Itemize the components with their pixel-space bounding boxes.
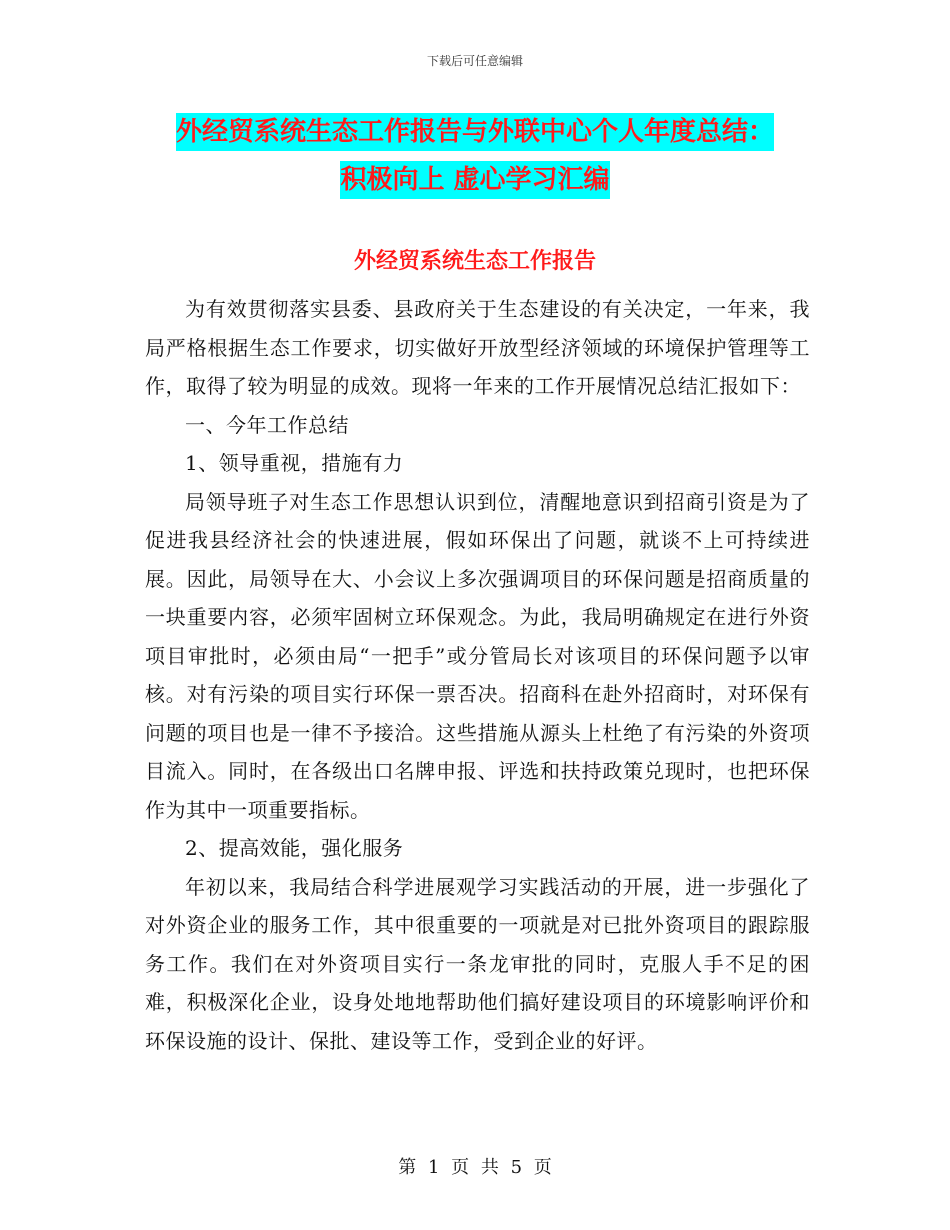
title-line-1: 外经贸系统生态工作报告与外联中心个人年度总结： bbox=[176, 113, 774, 151]
paragraph-intro: 为有效贯彻落实县委、县政府关于生态建设的有关决定，一年来，我局严格根据生态工作要求，切实做好开放型经济领域的环境保护管理等工作，取得了较为明显的成效。现将一年来的工作开展情况总结汇报如下： bbox=[145, 297, 810, 398]
paragraph-point-1: 局领导班子对生态工作思想认识到位，清醒地意识到招商引资是为了促进我县经济社会的快速进展，假如环保出了问题，就谈不上可持续进展。因此，局领导在大、小会议上多次强调项目的环保问题是招商质量的一块重要内容，必须牢固树立环保观念。为此，我局明确规定在进行外资项目审批时，必须由局“一把手”或分管局长对该项目的环保问题予以审核。对有污染的项目实行环保一票否决。招商科在赴外招商时，对环保有问题的项目也是一律不予接洽。这些措施从源头上杜绝了有污染的外资项目流入。同时，在各级出口名牌申报、评选和扶持政策兑现时，也把环保作为其中一项重要指标。 bbox=[145, 489, 810, 822]
heading-point-1: 1、领导重视，措施有力 bbox=[185, 451, 404, 475]
header-note: 下载后可任意编辑 bbox=[426, 54, 523, 68]
heading-point-2: 2、提高效能，强化服务 bbox=[185, 836, 404, 860]
paragraph-point-2: 年初以来，我局结合科学进展观学习实践活动的开展，进一步强化了对外资企业的服务工作，其中很重要的一项就是对已批外资项目的跟踪服务工作。我们在对外资项目实行一条龙审批的同时，克服人手不足的困难，积极深化企业，设身处地地帮助他们搞好建设项目的环境影响评价和环保设施的设计、保批、建设等工作，受到企业的好评。 bbox=[145, 874, 810, 1053]
document-title bbox=[0, 108, 950, 204]
title-line-2: 积极向上 虚心学习汇编 bbox=[340, 161, 609, 199]
document-body bbox=[145, 290, 810, 1060]
section-title: 外经贸系统生态工作报告 bbox=[353, 249, 596, 274]
page-footer: 第 1 页 共 5 页 bbox=[398, 1157, 552, 1178]
heading-summary: 一、今年工作总结 bbox=[185, 412, 349, 437]
